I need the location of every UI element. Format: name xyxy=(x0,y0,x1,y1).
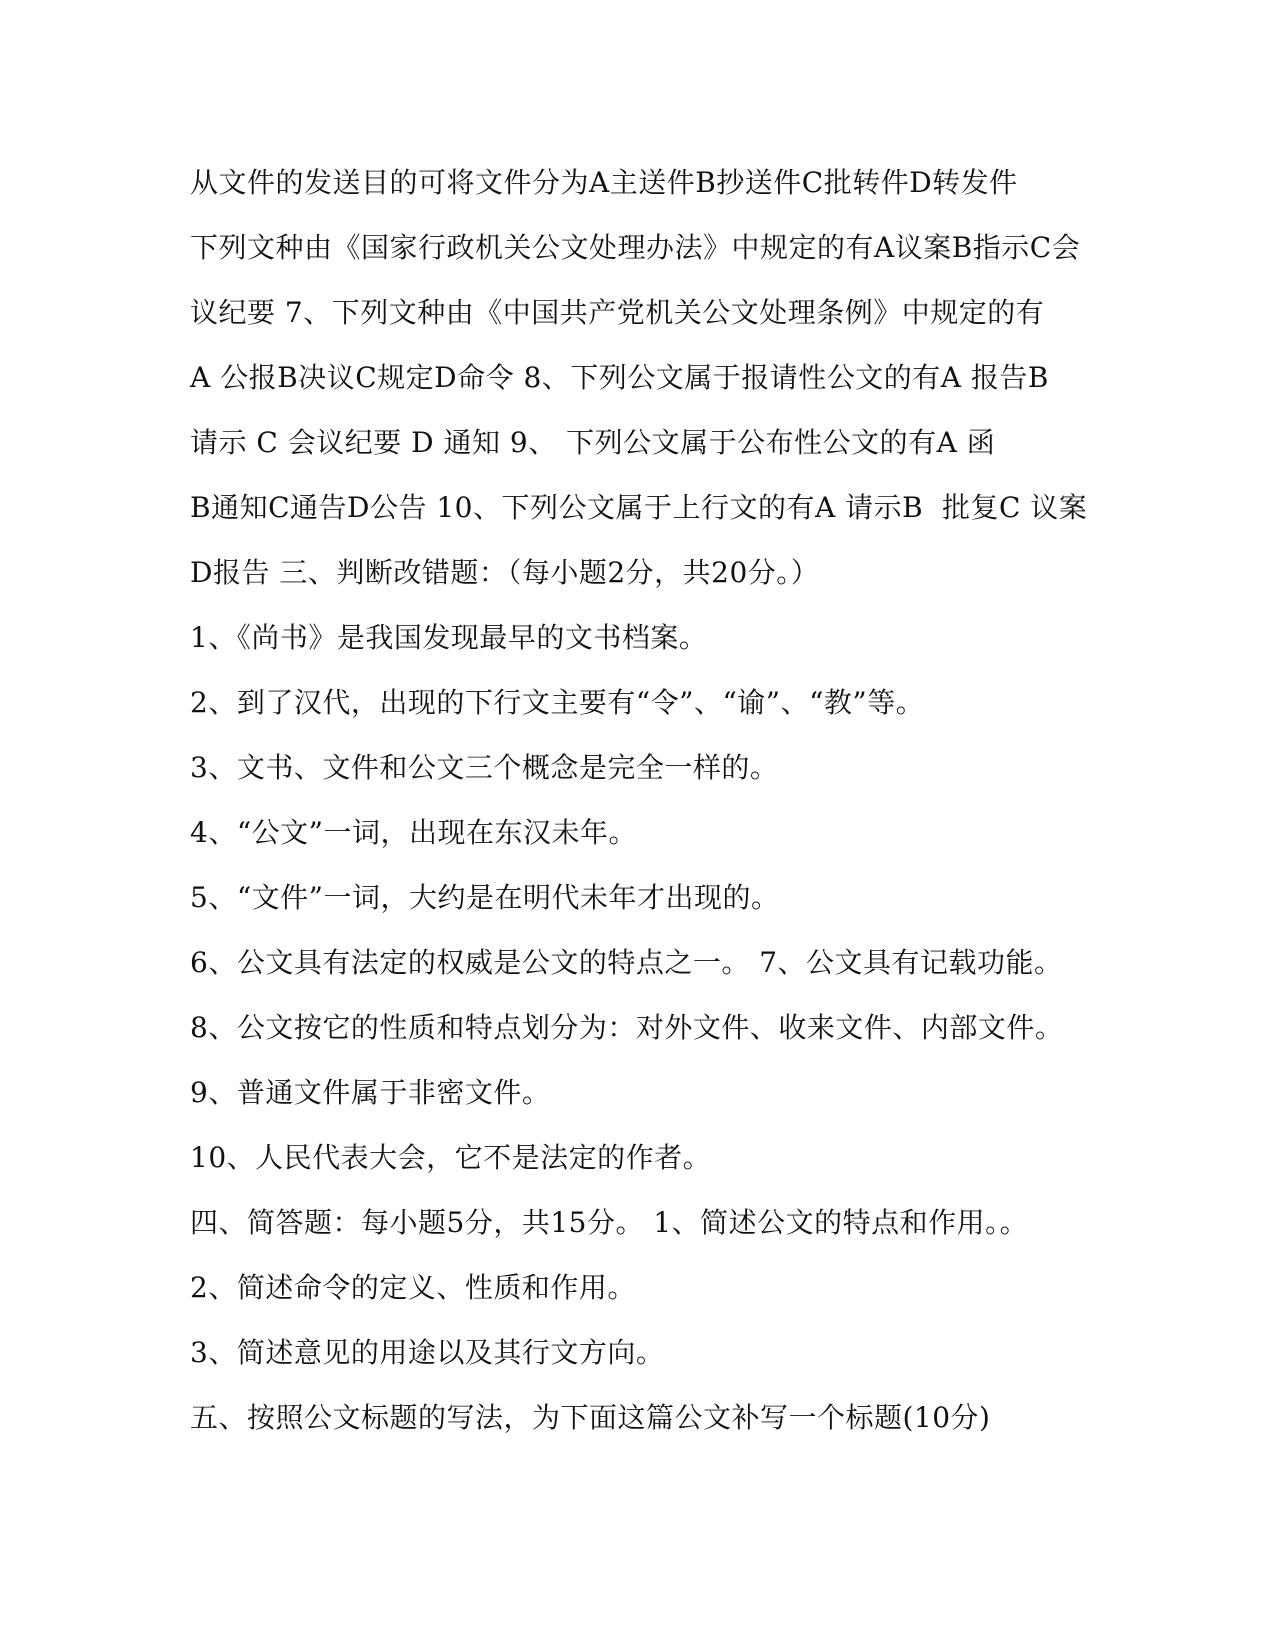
text-line: B通知C通告D公告 10、下列公文属于上行文的有A 请示B 批复C 议案 xyxy=(190,491,1088,524)
question-item: 6、公文具有法定的权威是公文的特点之一。 7、公文具有记载功能。 xyxy=(190,946,1063,979)
question-item: 1、《尚书》是我国发现最早的文书档案。 xyxy=(190,621,708,654)
text-line: 请示 C 会议纪要 D 通知 9、 下列公文属于公布性公文的有A 函 xyxy=(190,426,996,459)
document-body xyxy=(190,160,1090,1460)
section-heading: 五、按照公文标题的写法，为下面这篇公文补写一个标题(10分) xyxy=(190,1401,991,1434)
text-line: A 公报B决议C规定D命令 8、下列公文属于报请性公文的有A 报告B xyxy=(190,361,1049,394)
question-item: 8、公文按它的性质和特点划分为：对外文件、收来文件、内部文件。 xyxy=(190,1011,1064,1044)
text-line: 从文件的发送目的可将文件分为A主送件B抄送件C批转件D转发件 xyxy=(190,166,1018,199)
question-item: 3、简述意见的用途以及其行文方向。 xyxy=(190,1336,665,1369)
question-item: 9、普通文件属于非密文件。 xyxy=(190,1076,551,1109)
section-heading: D报告 三、判断改错题：（每小题2分，共20分。） xyxy=(190,556,820,589)
question-item: 10、人民代表大会，它不是法定的作者。 xyxy=(190,1141,712,1174)
question-item: 3、文书、文件和公文三个概念是完全一样的。 xyxy=(190,751,779,784)
question-item: 5、“文件”一词，大约是在明代未年才出现的。 xyxy=(190,881,780,914)
question-item: 4、“公文”一词，出现在东汉未年。 xyxy=(190,816,637,849)
text-line: 下列文种由《国家行政机关公文处理办法》中规定的有A议案B指示C会 xyxy=(190,231,1081,264)
text-line: 议纪要 7、下列文种由《中国共产党机关公文处理条例》中规定的有 xyxy=(190,296,1045,329)
question-item: 2、到了汉代，出现的下行文主要有“令”、“谕”、“教”等。 xyxy=(190,686,925,719)
question-item: 2、简述命令的定义、性质和作用。 xyxy=(190,1271,636,1304)
section-heading: 四、简答题：每小题5分，共15分。 1、简述公文的特点和作用。。 xyxy=(190,1206,1029,1239)
